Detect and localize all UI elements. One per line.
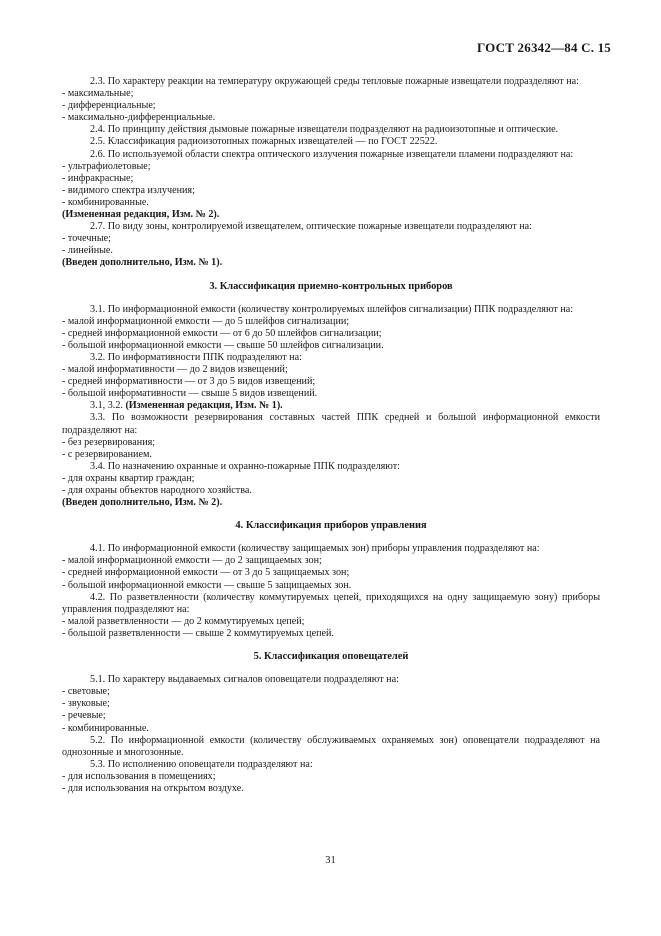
- list-item: - большой разветвленности — свыше 2 коммутируемых цепей.: [62, 627, 334, 639]
- list-item: - большой информативности — свыше 5 видов извещений.: [62, 388, 318, 400]
- list-item: - линейные.: [62, 245, 113, 257]
- list-item: - большой информационной емкости — свыше 50 шлейфов сигнализации.: [62, 339, 384, 351]
- list-item: - средней информативности — от 3 до 5 видов извещений;: [62, 376, 316, 388]
- list-item: - световые;: [62, 686, 110, 698]
- list-item: - ультрафиолетовые;: [62, 160, 151, 172]
- list-item: - точечные;: [62, 233, 111, 245]
- list-item: - видимого спектра излучения;: [62, 184, 195, 196]
- paragraph-2-3: 2.3. По характеру реакции на температуру окружающей среды тепловые пожарные извещатели подразделяют на:: [90, 76, 579, 87]
- list-item: - малой информативности — до 2 видов извещений;: [62, 364, 288, 376]
- amendment-note: (Введен дополнительно, Изм. № 1).: [62, 257, 223, 269]
- list-item: - для использования на открытом воздухе.: [62, 782, 244, 794]
- amendment-note-line: [62, 400, 600, 412]
- list-item: - средней информационной емкости — от 3 до 5 защищаемых зон;: [62, 567, 350, 579]
- paragraph-5-1: 5.1. По характеру выдаваемых сигналов оповещатели подразделяют на:: [90, 674, 399, 686]
- running-header: ГОСТ 26342—84 С. 15: [477, 40, 611, 55]
- list-item: - инфракрасные;: [62, 172, 134, 184]
- list-item: - с резервированием.: [62, 448, 152, 460]
- section-4-title: 4. Классификация приборов управления: [235, 520, 427, 532]
- section-5-title: 5. Классификация оповещателей: [253, 651, 409, 663]
- list-item: - без резервирования;: [62, 436, 156, 448]
- list-item: - звуковые;: [62, 698, 110, 710]
- section-3-title: 3. Классификация приемно-контрольных приборов: [209, 280, 453, 292]
- list-item: - комбинированные.: [62, 722, 149, 734]
- list-item: - средней информационной емкости — от 6 до 50 шлейфов сигнализации;: [62, 327, 382, 339]
- paragraph-5-2: 5.2. По информационной емкости (количеству обслуживаемых охраняемых зон) оповещатели подразделяют на однозонные и многозонные.: [62, 734, 600, 758]
- list-item: - максимальные;: [62, 88, 134, 100]
- paragraph-5-3: 5.3. По исполнению оповещатели подразделяют на:: [90, 758, 313, 770]
- list-item: - для охраны объектов народного хозяйства.: [62, 485, 252, 496]
- list-item: - комбинированные.: [62, 196, 149, 208]
- paragraph-2-5: 2.5. Классификация радиоизотопных пожарных извещателей — по ГОСТ 22522.: [90, 136, 438, 148]
- paragraph-2-6: 2.6. По используемой области спектра оптического излучения пожарные извещатели пламени подразделяют на:: [90, 148, 574, 160]
- amendment-note: (Измененная редакция, Изм. № 1).: [125, 400, 283, 412]
- paragraph-2-4: 2.4. По принципу действия дымовые пожарные извещатели подразделяют на радиоизотопные и оптические.: [90, 124, 559, 136]
- paragraph-3-1: 3.1. По информационной емкости (количеству контролируемых шлейфов сигнализации) ППК подразделяют на:: [90, 303, 574, 315]
- list-item: - малой информационной емкости — до 5 шлейфов сигнализации;: [62, 315, 350, 327]
- list-item: - для использования в помещениях;: [62, 770, 216, 782]
- amendment-note-prefix: 3.1, 3.2.: [90, 400, 123, 412]
- paragraph-4-2: 4.2. По разветвленности (количеству коммутируемых цепей, приходящихся на одну защищаемую зону) приборы управления подразделяют на:: [62, 591, 600, 615]
- list-item: - малой разветвленности — до 2 коммутируемых цепей;: [62, 615, 305, 627]
- paragraph-2-7: 2.7. По виду зоны, контролируемой извещателем, оптические пожарные извещатели подразделяют на:: [90, 221, 532, 233]
- amendment-note: (Измененная редакция, Изм. № 2).: [62, 209, 220, 221]
- list-item: - речевые;: [62, 710, 106, 722]
- list-item: - малой информационной емкости — до 2 защищаемых зон;: [62, 555, 322, 567]
- list-item: - большой информационной емкости — свыше 5 защищаемых зон.: [62, 579, 352, 591]
- page-number: 31: [325, 855, 336, 866]
- paragraph-3-4: 3.4. По назначению охранные и охранно-пожарные ППК подразделяют:: [90, 460, 400, 472]
- amendment-note: (Введен дополнительно, Изм. № 2).: [62, 497, 223, 509]
- list-item: - дифференциальные;: [62, 100, 156, 112]
- paragraph-3-3: 3.3. По возможности резервирования составных частей ППК средней и большой информационной емкости подразделяют на:: [62, 412, 600, 436]
- list-item: - максимально-дифференциальные.: [62, 112, 216, 124]
- list-item: - для охраны квартир граждан;: [62, 472, 195, 484]
- paragraph-4-1: 4.1. По информационной емкости (количеству защищаемых зон) приборы управления подразделяют на:: [90, 543, 540, 555]
- page-content: [62, 76, 600, 795]
- paragraph-3-2: 3.2. По информативности ППК подразделяют на:: [90, 351, 302, 363]
